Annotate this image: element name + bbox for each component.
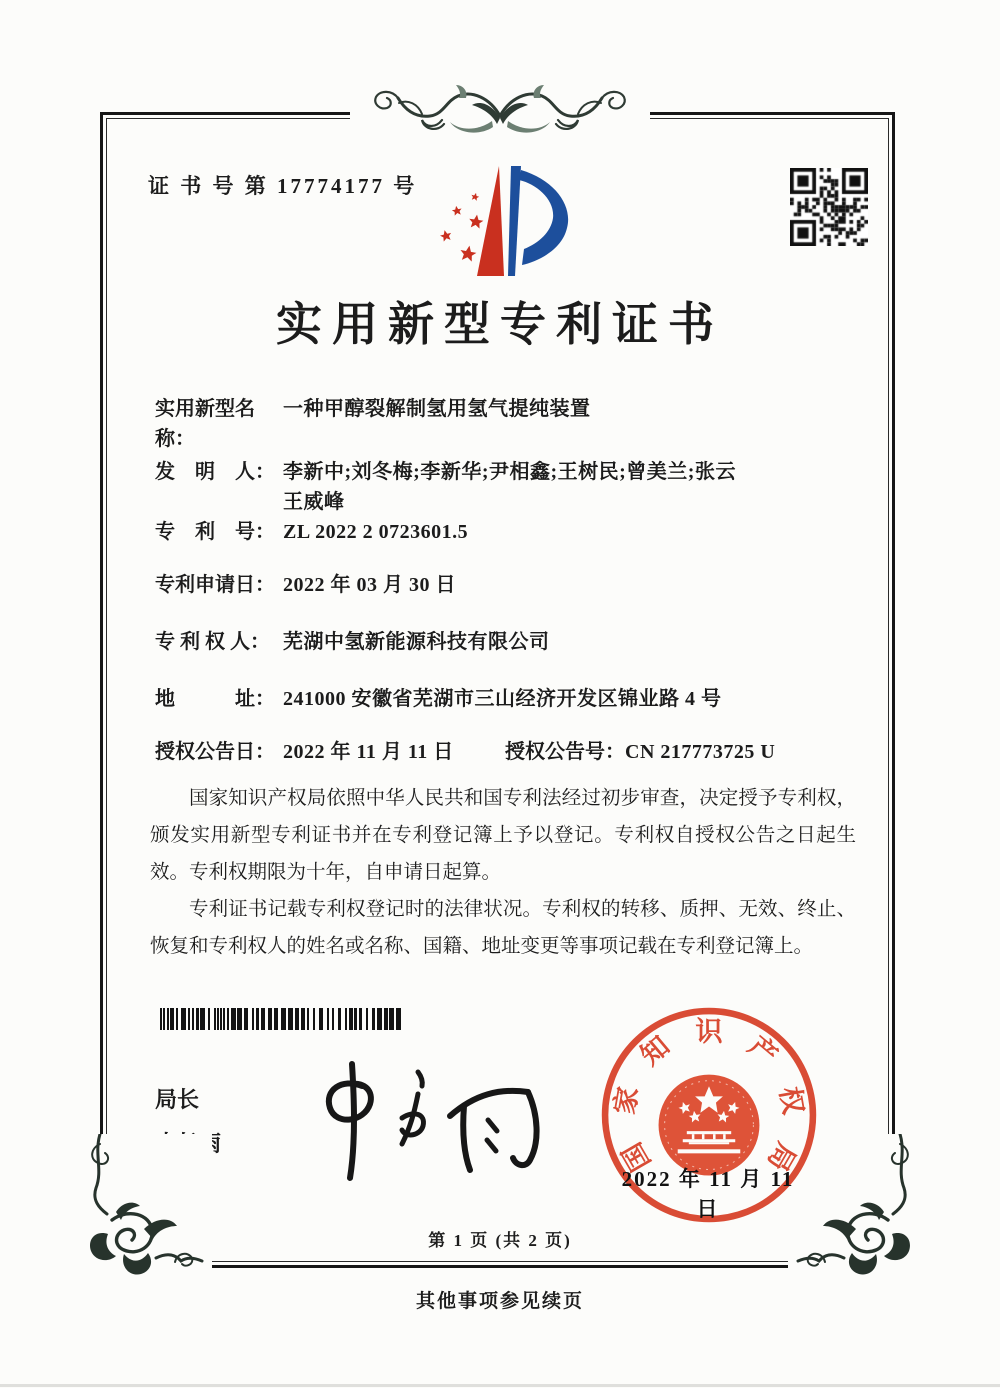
field-label: 专 利 权 人： — [155, 631, 270, 653]
seal-date: 2022 年 11 月 11 日 — [621, 1167, 795, 1221]
field-filing-date — [155, 570, 895, 600]
legal-paragraph-1: 国家知识产权局依照中华人民共和国专利法经过初步审查，决定授予专利权，颁发实用新型专利证书并在专利登记簿上予以登记。专利权自授权公告之日起生效。专利权期限为十年，自申请日起算。 — [150, 788, 856, 883]
national-emblem — [659, 1075, 760, 1176]
legal-paragraph-2: 专利证书记载专利权登记时的法律状况。专利权的转移、质押、无效、终止、恢复和专利权人的姓名或名称、国籍、地址变更等事项记载在专利登记簿上。 — [150, 899, 856, 957]
certificate-number: 证 书 号 第 17774177 号 — [148, 174, 418, 198]
barcode — [160, 1008, 406, 1030]
field-label: 专利申请日： — [155, 574, 275, 596]
continuation-note: 其他事项参见续页 — [415, 1291, 584, 1312]
seal-char: 产 — [742, 1030, 783, 1072]
field-label: 地 址： — [155, 688, 275, 710]
logo-blue-bar — [508, 166, 521, 276]
seal-char: 知 — [635, 1030, 676, 1072]
legal-text — [150, 780, 856, 965]
field-address — [155, 684, 895, 714]
field-label: 授权公告日： — [155, 741, 275, 763]
top-scroll-ornament — [350, 78, 650, 142]
field-label2: 授权公告号： — [505, 741, 625, 763]
seal-char: 国 — [616, 1137, 657, 1177]
signer-title: 局长 — [155, 1087, 200, 1112]
field-label: 专 利 号： — [155, 521, 275, 543]
field-value: 2022 年 03 月 30 日 — [283, 574, 456, 596]
seal-char: 家 — [609, 1084, 644, 1117]
bottom-left-floral-ornament — [72, 1134, 212, 1284]
seal-char: 识 — [695, 1016, 723, 1047]
field-patentee — [155, 627, 895, 657]
field-label: 实用新型名称： — [155, 398, 255, 450]
field-grant-date-and-number — [155, 737, 895, 767]
field-label: 发 明 人： — [155, 461, 275, 483]
field-value: ZL 2022 2 0723601.5 — [283, 521, 469, 543]
scan-edge-line — [0, 1384, 1000, 1387]
signer-name: 申长雨 — [155, 1131, 222, 1156]
seal-char: 局 — [761, 1137, 802, 1177]
qr-code — [790, 168, 868, 246]
field-value — [283, 457, 883, 517]
field-patent-number — [155, 517, 895, 547]
inventors-line2: 王威峰 — [283, 491, 345, 513]
cnipa-logo — [425, 164, 585, 282]
certificate-title: 实用新型专利证书 — [276, 299, 724, 350]
field-value: 241000 安徽省芜湖市三山经济开发区锦业路 4 号 — [283, 688, 722, 710]
field-value: 2022 年 11 月 11 日 — [283, 741, 454, 763]
logo-stars — [439, 192, 484, 262]
field-value: 一种甲醇裂解制氢用氢气提纯装置 — [283, 398, 591, 420]
page-number: 第 1 页 (共 2 页) — [428, 1231, 572, 1250]
field-utility-model-name — [155, 394, 895, 454]
seal-char: 权 — [774, 1084, 809, 1117]
handwritten-signature — [290, 1056, 545, 1184]
logo-blue-bowl — [519, 170, 568, 265]
field-inventors — [155, 457, 895, 517]
field-value: 芜湖中氢新能源科技有限公司 — [283, 631, 550, 653]
field-value2: CN 217773725 U — [625, 741, 776, 763]
inventors-line1: 李新中;刘冬梅;李新华;尹相鑫;王树民;曾美兰;张云 — [283, 461, 736, 483]
